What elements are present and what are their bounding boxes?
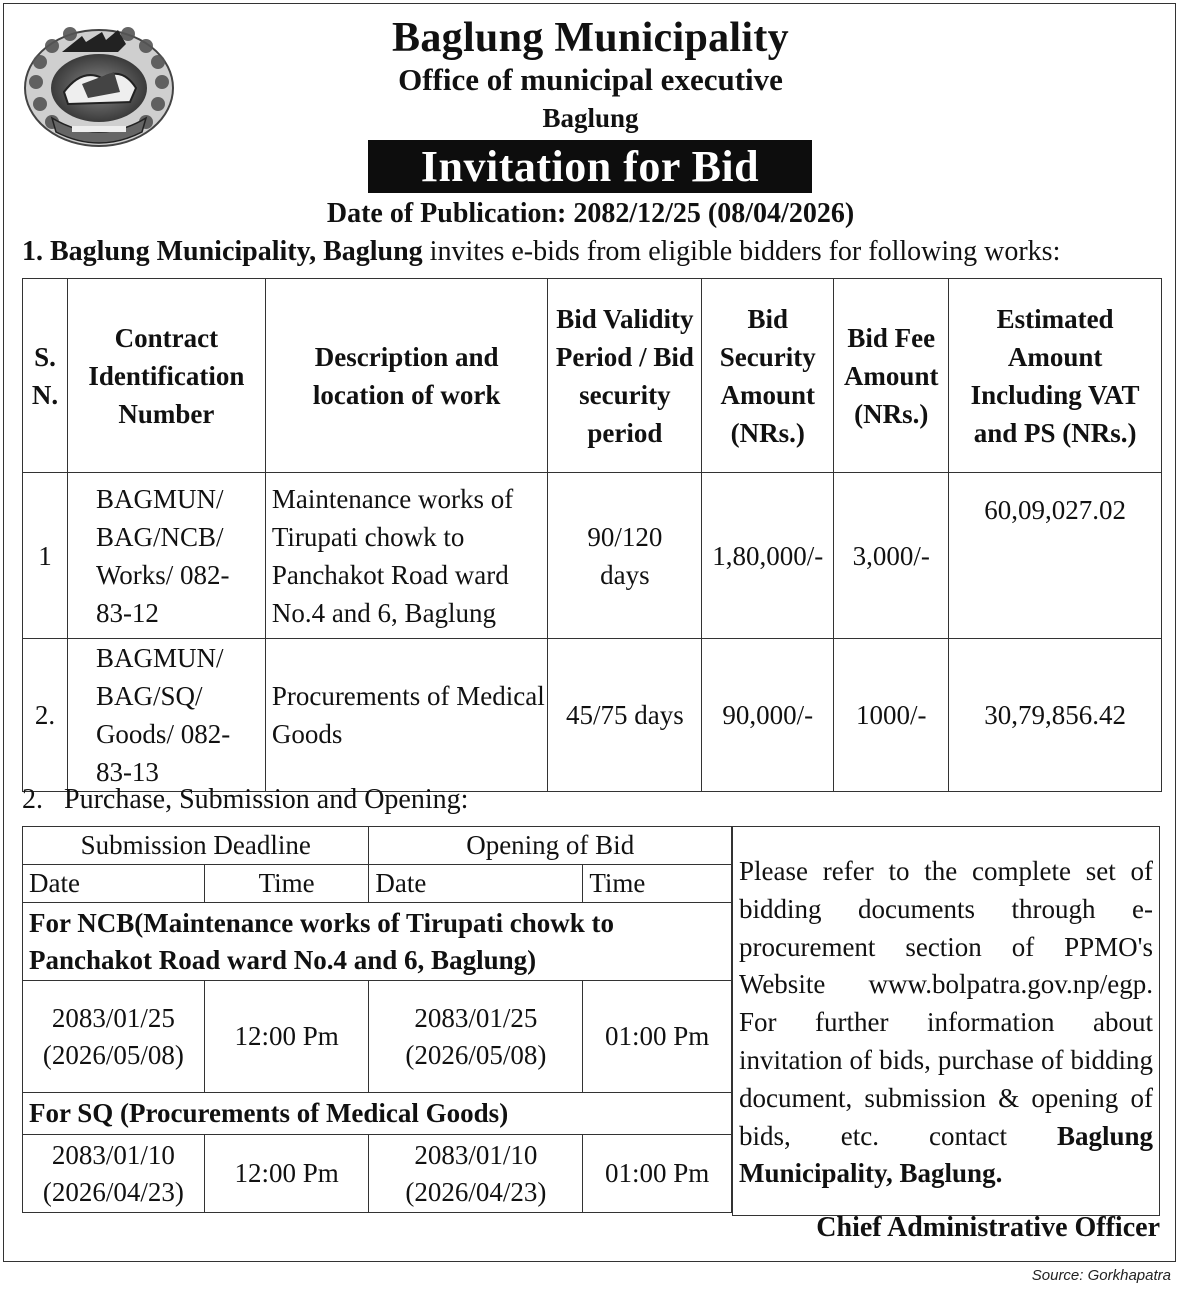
row2-contract-id: BAGMUN/ BAG/SQ/ Goods/ 082-83-13 xyxy=(67,639,265,792)
reference-box xyxy=(732,826,1160,1216)
sq-group-row xyxy=(23,1093,732,1135)
intro-line xyxy=(22,236,1060,268)
org-name: Baglung Municipality xyxy=(392,15,789,61)
row1-contract-id: BAGMUN/ BAG/NCB/ Works/ 082-83-12 xyxy=(67,473,265,639)
ncb-open-date: 2083/01/25 (2026/05/08) xyxy=(369,981,583,1093)
header-security: Bid Security Amount (NRs.) xyxy=(702,279,834,473)
header-contract-id: Contract Identification Number xyxy=(67,279,265,473)
row1-estimate: 60,09,027.02 xyxy=(949,473,1162,639)
row2-estimate: 30,79,856.42 xyxy=(949,639,1162,792)
sq-sub-time: 12:00 Pm xyxy=(204,1135,369,1213)
header-sn: S. N. xyxy=(23,279,68,473)
table-row xyxy=(23,639,1162,792)
row2-security: 90,000/- xyxy=(702,639,834,792)
sub-time-label: Time xyxy=(204,865,369,903)
source-credit: Source: Gorkhapatra xyxy=(1031,1267,1171,1284)
table-row xyxy=(23,981,732,1093)
table-row xyxy=(23,1135,732,1213)
schedule-subheader-row xyxy=(23,865,732,903)
sq-group-title: For SQ (Procurements of Medical Goods) xyxy=(23,1093,732,1135)
header-fee: Bid Fee Amount (NRs.) xyxy=(834,279,949,473)
ncb-sub-date: 2083/01/25 (2026/05/08) xyxy=(23,981,205,1093)
office-location: Baglung xyxy=(542,103,639,133)
works-table xyxy=(22,278,1162,792)
row2-description: Procurements of Medical Goods xyxy=(265,639,548,792)
sq-sub-date: 2083/01/10 (2026/04/23) xyxy=(23,1135,205,1213)
header-estimate: Estimated Amount Including VAT and PS (NRs.) xyxy=(949,279,1162,473)
ncb-open-time: 01:00 Pm xyxy=(583,981,732,1093)
signatory: Chief Administrative Officer xyxy=(816,1212,1160,1243)
row2-validity: 45/75 days xyxy=(548,639,702,792)
open-date-label: Date xyxy=(369,865,583,903)
opening-of-bid-header: Opening of Bid xyxy=(369,827,732,865)
sub-date-label: Date xyxy=(23,865,205,903)
schedule-header-row xyxy=(23,827,732,865)
schedule-table xyxy=(22,826,732,1213)
sq-open-time: 01:00 Pm xyxy=(583,1135,732,1213)
row2-fee: 1000/- xyxy=(834,639,949,792)
intro-text: invites e-bids from eligible bidders for following works: xyxy=(422,236,1061,267)
row1-sn: 1 xyxy=(23,473,68,639)
publication-date: Date of Publication: 2082/12/25 (08/04/2026) xyxy=(326,198,855,229)
ncb-group-row xyxy=(23,903,732,981)
reference-contact: Baglung Municipality, Baglung. xyxy=(739,1120,1153,1189)
works-table-header-row xyxy=(23,279,1162,473)
reference-text-block xyxy=(739,853,1153,1193)
row1-security: 1,80,000/- xyxy=(702,473,834,639)
header-description: Description and location of work xyxy=(265,279,548,473)
intro-org: Baglung Municipality, Baglung xyxy=(50,236,423,267)
section2-title: 2. Purchase, Submission and Opening: xyxy=(22,784,469,815)
table-row xyxy=(23,473,1162,639)
intro-number: 1. xyxy=(22,236,43,267)
notice-title-banner: Invitation for Bid xyxy=(368,140,812,193)
row1-description: Maintenance works of Tirupati chowk to Panchakot Road ward No.4 and 6, Baglung xyxy=(265,473,548,639)
row1-fee: 3,000/- xyxy=(834,473,949,639)
submission-deadline-header: Submission Deadline xyxy=(23,827,369,865)
ncb-group-title: For NCB(Maintenance works of Tirupati chowk to Panchakot Road ward No.4 and 6, Baglung) xyxy=(23,903,732,981)
office-name: Office of municipal executive xyxy=(398,62,783,97)
open-time-label: Time xyxy=(583,865,732,903)
sq-open-date: 2083/01/10 (2026/04/23) xyxy=(369,1135,583,1213)
header-validity: Bid Validity Period / Bid security period xyxy=(548,279,702,473)
ncb-sub-time: 12:00 Pm xyxy=(204,981,369,1093)
reference-text: Please refer to the complete set of bidding documents through e-procurement section of PPMO's Website www.bolpatra.gov.np/egp. For further information about invitation of bids, purchase of bidding document, submission & opening of bids, etc. contact xyxy=(739,856,1153,1151)
row1-validity: 90/120 days xyxy=(548,473,702,639)
row2-sn: 2. xyxy=(23,639,68,792)
